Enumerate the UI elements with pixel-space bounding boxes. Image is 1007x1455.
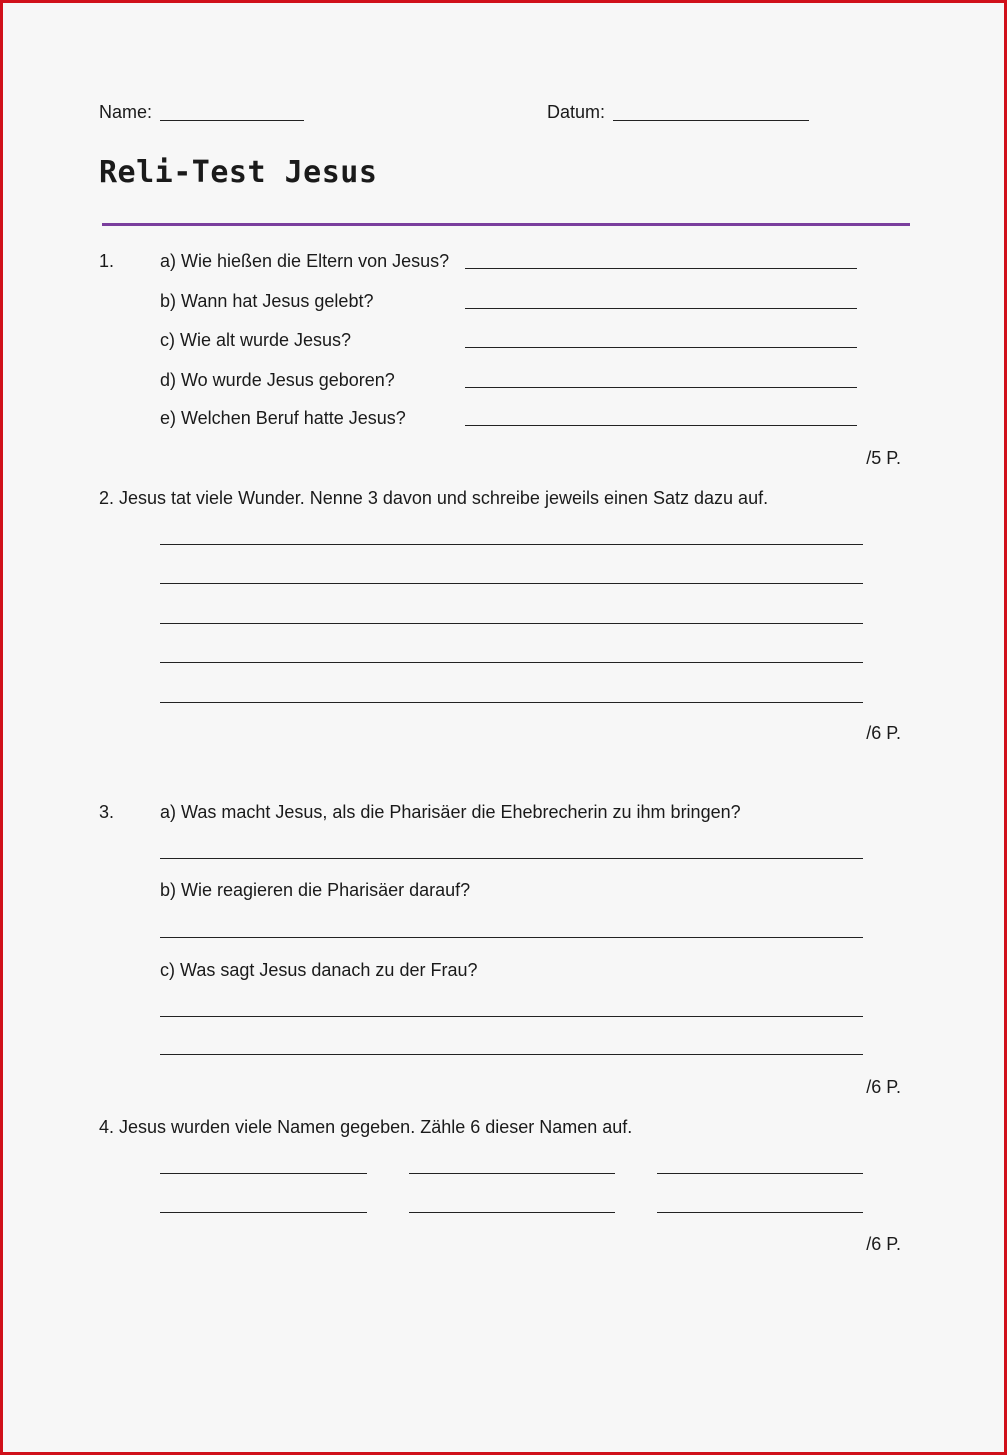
- name-label: Name:: [99, 102, 153, 122]
- q1-answer-line-b[interactable]: [465, 308, 857, 309]
- q3-number: 3.: [99, 802, 115, 822]
- q1-item-d: d) Wo wurde Jesus geboren?: [160, 370, 395, 390]
- q1-answer-line-d[interactable]: [465, 387, 857, 388]
- q1-item-b: b) Wann hat Jesus gelebt?: [160, 291, 374, 311]
- q3-item-c: c) Was sagt Jesus danach zu der Frau?: [160, 960, 478, 980]
- q4-name-blank[interactable]: [160, 1212, 367, 1213]
- q3-answer-line-a[interactable]: [160, 858, 863, 859]
- q1-answer-line-c[interactable]: [465, 347, 857, 348]
- q4-name-blank[interactable]: [409, 1212, 615, 1213]
- q2-answer-line[interactable]: [160, 623, 863, 624]
- q3-answer-line-b[interactable]: [160, 937, 863, 938]
- q1-item-c: c) Wie alt wurde Jesus?: [160, 330, 352, 350]
- q3-answer-line-c[interactable]: [160, 1054, 863, 1055]
- q1-item-a: a) Wie hießen die Eltern von Jesus?: [160, 251, 450, 271]
- q1-points: /5 P.: [866, 448, 901, 468]
- q4-points: /6 P.: [866, 1234, 901, 1254]
- q2-answer-line[interactable]: [160, 662, 863, 663]
- date-label: Datum:: [547, 102, 606, 122]
- q4-name-blank[interactable]: [409, 1173, 615, 1174]
- q4-name-blank[interactable]: [657, 1212, 863, 1213]
- date-blank[interactable]: [613, 120, 809, 121]
- q3-item-b: b) Wie reagieren die Pharisäer darauf?: [160, 880, 471, 900]
- q2-answer-line[interactable]: [160, 702, 863, 703]
- q2-points: /6 P.: [866, 723, 901, 743]
- page-title: Reli-Test Jesus: [99, 155, 378, 190]
- q2-answer-line[interactable]: [160, 583, 863, 584]
- q1-answer-line-e[interactable]: [465, 425, 857, 426]
- q3-item-a: a) Was macht Jesus, als die Pharisäer die Ehebrecherin zu ihm bringen?: [160, 802, 741, 822]
- q2-text: 2. Jesus tat viele Wunder. Nenne 3 davon und schreibe jeweils einen Satz dazu auf.: [99, 488, 769, 508]
- q1-item-e: e) Welchen Beruf hatte Jesus?: [160, 408, 406, 428]
- q3-points: /6 P.: [866, 1077, 901, 1097]
- q4-name-blank[interactable]: [657, 1173, 863, 1174]
- q4-name-blank[interactable]: [160, 1173, 367, 1174]
- q3-answer-line-c[interactable]: [160, 1016, 863, 1017]
- title-divider: [102, 223, 910, 226]
- q4-text: 4. Jesus wurden viele Namen gegeben. Zähle 6 dieser Namen auf.: [99, 1117, 633, 1137]
- name-blank[interactable]: [160, 120, 304, 121]
- q1-answer-line-a[interactable]: [465, 268, 857, 269]
- q2-answer-line[interactable]: [160, 544, 863, 545]
- q1-number: 1.: [99, 251, 115, 271]
